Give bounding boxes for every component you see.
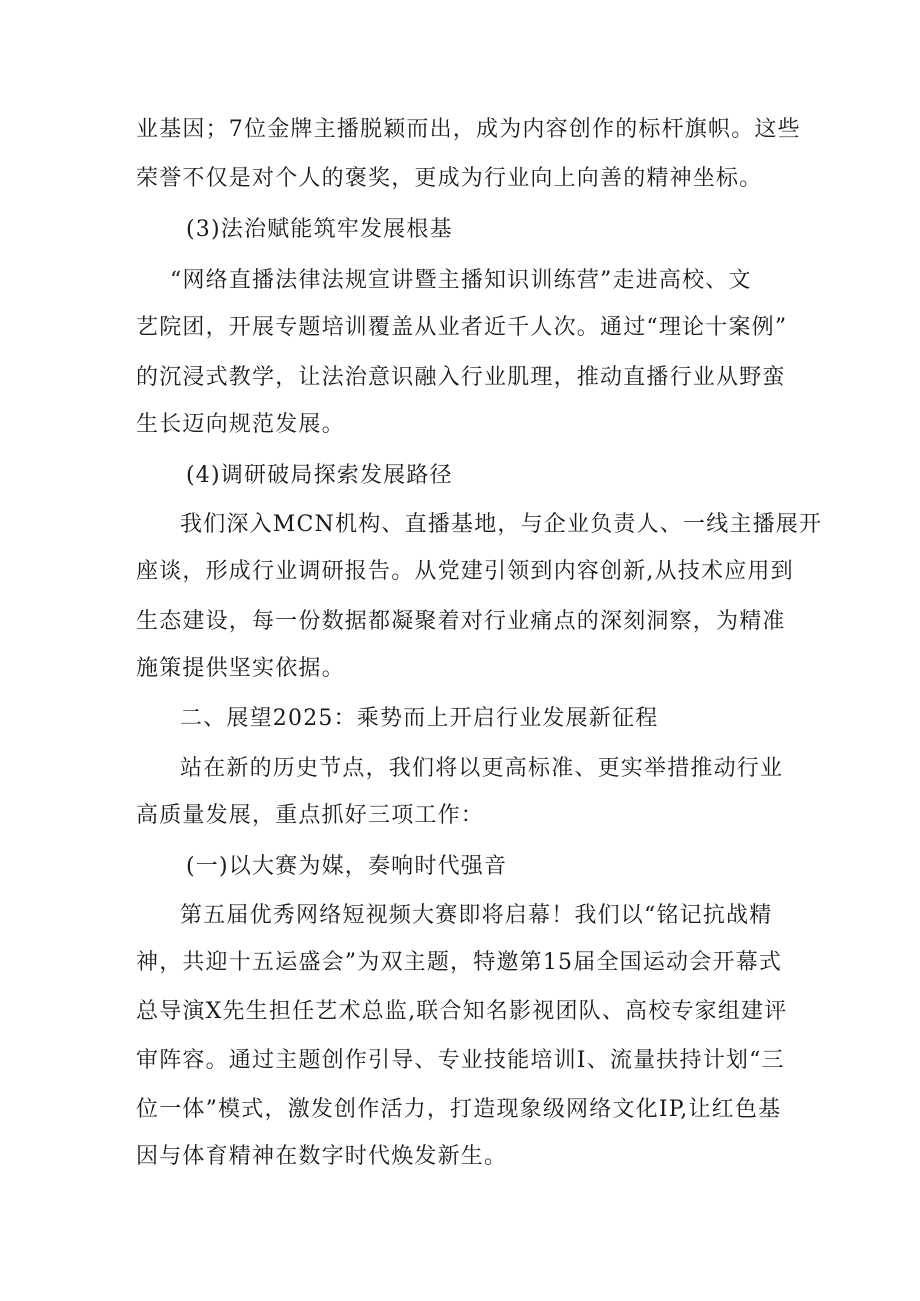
paragraph-line: 业基因；7位金牌主播脱颖而出，成为内容创作的标杆旗帜。这些 (136, 117, 801, 142)
section-heading: (一)以大赛为媒，奏响时代强音 (186, 854, 508, 879)
paragraph-line: 生态建设，每一份数据都凝聚着对行业痛点的深刻洞察，为精准 (136, 609, 786, 634)
paragraph-line: 我们深入MCN机构、直播基地，与企业负责人、一线主播展开 (180, 512, 823, 537)
paragraph-line: 的沉浸式教学，让法治意识融入行业肌理，推动直播行业从野蛮 (136, 365, 786, 390)
section-heading: (4)调研破局探索发展路径 (186, 463, 453, 488)
paragraph-line: 艺院团，开展专题培训覆盖从业者近千人次。通过“理论十案例” (136, 315, 788, 340)
paragraph-line: “网络直播法律法规宣讲暨主播知识训练营”走进高校、文 (170, 268, 752, 293)
paragraph-line: 位一体”模式，激发创作活力，打造现象级网络文化IP,让红色基 (136, 1097, 782, 1122)
paragraph-line: 因与体育精神在数字时代焕发新生。 (136, 1144, 508, 1169)
paragraph-line: 座谈，形成行业调研报告。从党建引领到内容创新,从技术应用到 (136, 559, 794, 584)
paragraph-line: 总导演X先生担任艺术总监,联合知名影视团队、高校专家组建评 (136, 999, 788, 1024)
paragraph-line: 高质量发展，重点抓好三项工作： (136, 803, 485, 828)
paragraph-line: 第五届优秀网络短视频大赛即将启幕！我们以“铭记抗战精 (180, 903, 773, 928)
paragraph-line: 生长迈向规范发展。 (136, 412, 345, 437)
paragraph-line: 施策提供坚实依据。 (136, 656, 345, 681)
section-heading: (3)法治赋能筑牢发展根基 (186, 217, 453, 242)
paragraph-line: 神，共迎十五运盛会”为双主题，特邀第15届全国运动会开幕式 (136, 950, 783, 975)
paragraph-line: 审阵容。通过主题创作引导、专业技能培训I、流量扶持计划“三 (136, 1048, 785, 1073)
paragraph-line: 荣誉不仅是对个人的褒奖，更成为行业向上向善的精神坐标。 (136, 166, 763, 191)
chapter-heading: 二、展望2025：乘势而上开启行业发展新征程 (180, 706, 659, 731)
paragraph-line: 站在新的历史节点，我们将以更高标准、更实举措推动行业 (180, 756, 784, 781)
